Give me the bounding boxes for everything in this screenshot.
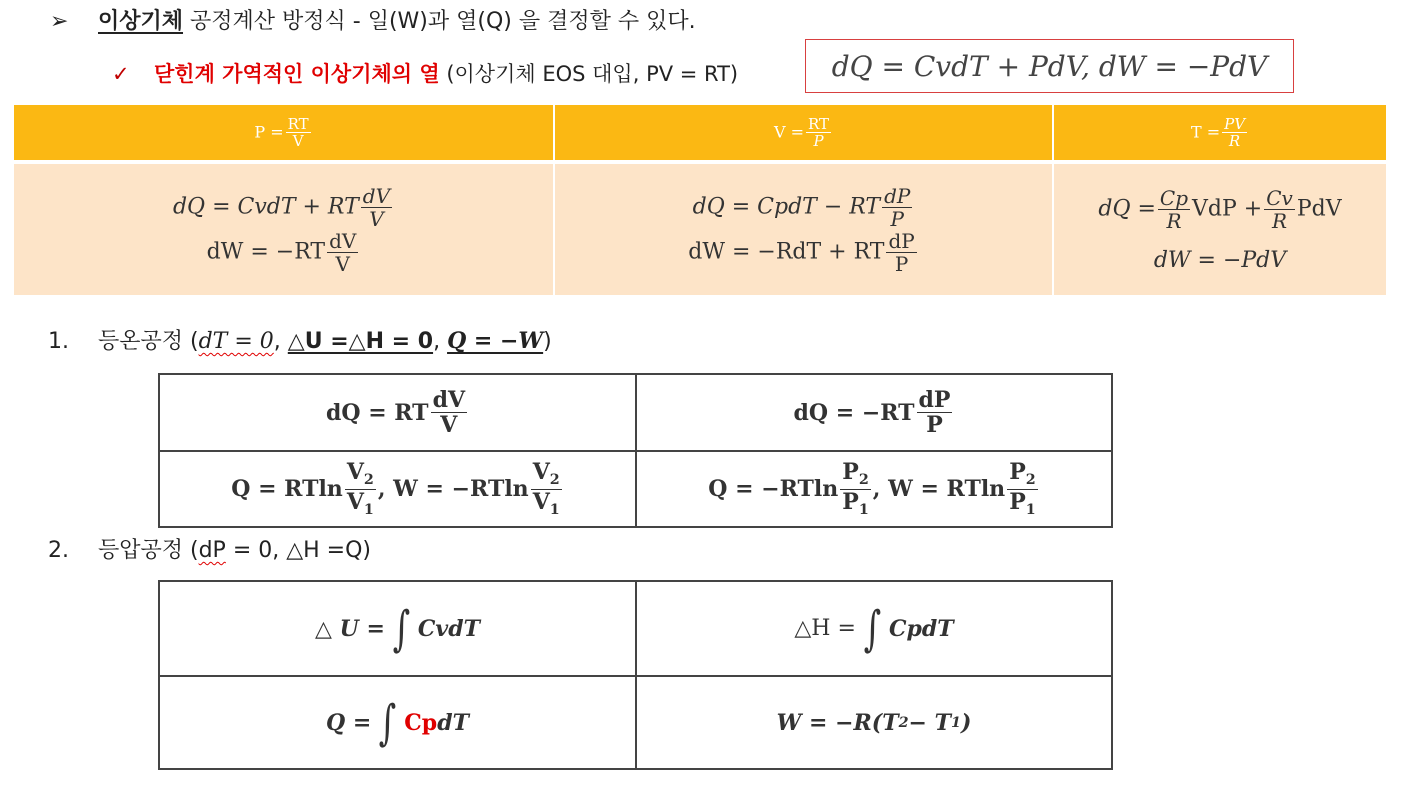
header-t-num: PV <box>1224 114 1246 133</box>
iso-d-num2: P <box>1009 458 1026 485</box>
t-dq-f2-den: R <box>1272 208 1288 233</box>
v-dq-den: P <box>890 206 904 231</box>
isob-cell-q <box>160 677 635 768</box>
header-v-den: P <box>813 132 824 150</box>
checkmark-icon: ✓ <box>112 62 130 86</box>
iso-a-lhs: dQ = RT <box>325 399 429 426</box>
section1-close: ) <box>543 329 552 354</box>
iso-a-num: dV <box>432 386 466 413</box>
section1-open: ( <box>183 329 199 354</box>
heading-keyword: 이상기체 <box>98 9 184 34</box>
t-dq-mid: VdP + <box>1192 196 1263 221</box>
heading-text: 공정계산 방정식 - 일(W)과 열(Q) 을 결정할 수 있다. <box>183 9 696 34</box>
p-dq-den: V <box>369 206 384 231</box>
iso-cell-q-v <box>160 452 635 526</box>
isothermal-table <box>158 373 1113 528</box>
heading-line <box>50 4 696 35</box>
v-dq-num: dP <box>884 183 911 208</box>
cell-t-equations <box>1054 164 1386 295</box>
v-dq-lhs: dQ = CpdT − RT <box>692 194 881 219</box>
iso-c-lhs: Q = RTln <box>231 476 343 502</box>
isob-c-rhs: dT <box>437 709 469 736</box>
header-t <box>1054 105 1386 160</box>
isob-cell-u <box>160 582 635 675</box>
iso-d-den2-sub: 1 <box>1025 501 1036 518</box>
iso-c-num: V <box>346 458 364 485</box>
section2-title: 등압공정 <box>98 538 184 563</box>
ideal-gas-table <box>14 105 1386 295</box>
iso-a-den: V <box>440 412 458 438</box>
header-v-lhs: V = <box>773 122 804 141</box>
iso-d-mid: , W = RTln <box>872 476 1006 502</box>
isob-d-sub2: 1 <box>951 714 961 731</box>
isob-d-mid: − T <box>908 709 951 736</box>
p-dw-lhs: dW = −RT <box>206 239 326 264</box>
section1-sep: , <box>273 329 288 354</box>
isob-c-red: Cp <box>404 709 438 736</box>
isob-d-sub1: 2 <box>898 714 909 731</box>
arrow-bullet-icon: ➢ <box>50 9 69 34</box>
subheading-line <box>112 58 738 88</box>
section1-cond-dt: dT = 0 <box>198 329 274 354</box>
equation-box <box>805 39 1294 93</box>
header-p-lhs: P = <box>254 122 284 141</box>
p-dq-lhs: dQ = CvdT + RT <box>172 194 359 219</box>
t-dq-f1-den: R <box>1166 208 1182 233</box>
isob-c-lhs: Q = <box>326 709 372 736</box>
t-dq-f2-num: Cv <box>1266 185 1293 210</box>
isob-cell-h <box>637 582 1111 675</box>
equation-box-text: dQ = CvdT + PdV, dW = −PdV <box>831 49 1268 83</box>
iso-d-den: P <box>842 488 859 515</box>
isob-b-rhs: CpdT <box>888 615 954 642</box>
iso-cell-dq-v <box>160 375 635 450</box>
isob-d-close: ) <box>960 709 972 736</box>
cell-p-equations <box>14 164 553 295</box>
iso-b-lhs: dQ = −RT <box>793 399 915 426</box>
iso-d-den2: P <box>1009 488 1026 515</box>
isob-d-lhs: W = −R(T <box>776 709 899 736</box>
t-dq-lhs: dQ = <box>1098 196 1156 221</box>
section1-cond-qw: Q = −W <box>447 328 544 354</box>
iso-d-num2-sub: 2 <box>1025 471 1036 488</box>
header-t-lhs: T = <box>1190 122 1221 141</box>
iso-c-den: V <box>346 488 364 515</box>
iso-b-num: dP <box>918 386 951 413</box>
iso-cell-dq-p <box>637 375 1111 450</box>
iso-b-den: P <box>926 412 943 438</box>
integral-icon: ∫ <box>863 600 882 657</box>
header-p-num: RT <box>287 114 309 133</box>
t-dw: dW = −PdV <box>1153 247 1287 273</box>
header-t-den: R <box>1228 132 1241 150</box>
iso-c-num-sub: 2 <box>363 471 374 488</box>
isob-b-lhs: △H = <box>794 616 856 641</box>
section2-cond-dp: dP <box>198 538 226 563</box>
section1-sep2: , <box>433 329 448 354</box>
header-p-den: V <box>292 132 304 150</box>
isob-a-rhs: CvdT <box>417 615 480 642</box>
header-v <box>555 105 1052 160</box>
section1-cond-uh: △U =△H = 0 <box>287 329 434 354</box>
subheading-text: (이상기체 EOS 대입, PV = RT) <box>439 62 739 86</box>
section1-heading <box>48 324 552 355</box>
header-v-num: RT <box>808 114 830 133</box>
iso-d-den-sub: 1 <box>858 501 869 518</box>
subheading-red-text: 닫힌계 가역적인 이상기체의 열 <box>154 62 440 86</box>
section2-open: ( <box>183 538 199 563</box>
cell-v-equations <box>555 164 1052 295</box>
iso-d-num: P <box>842 458 859 485</box>
iso-c-den-sub: 1 <box>363 501 374 518</box>
integral-icon: ∫ <box>392 600 411 657</box>
v-dw-lhs: dW = −RdT + RT <box>688 239 885 264</box>
t-dq-f1-num: Cp <box>1159 185 1189 210</box>
section2-cond-rest: = 0, △H =Q) <box>225 538 372 563</box>
p-dw-num: dV <box>329 228 357 253</box>
integral-icon: ∫ <box>379 694 397 751</box>
isobaric-table <box>158 580 1113 770</box>
iso-c-num2: V <box>532 458 550 485</box>
isob-cell-w <box>637 677 1111 768</box>
iso-cell-q-p <box>637 452 1111 526</box>
header-p <box>14 105 553 160</box>
iso-c-mid: , W = −RTln <box>377 476 529 502</box>
section1-title: 등온공정 <box>98 329 184 354</box>
t-dq-tail: PdV <box>1296 196 1342 221</box>
v-dw-num: dP <box>888 228 915 253</box>
iso-d-num-sub: 2 <box>858 471 869 488</box>
iso-d-lhs: Q = −RTln <box>708 476 839 502</box>
v-dw-den: P <box>894 251 909 276</box>
isob-a-lhs: △ U = <box>315 615 385 642</box>
p-dw-den: V <box>335 251 350 276</box>
section2-number: 2. <box>48 538 69 563</box>
iso-c-den2: V <box>532 488 550 515</box>
section2-heading <box>48 533 371 564</box>
p-dq-num: dV <box>362 183 391 208</box>
iso-c-num2-sub: 2 <box>549 471 560 488</box>
section1-number: 1. <box>48 329 69 354</box>
iso-c-den2-sub: 1 <box>549 501 560 518</box>
